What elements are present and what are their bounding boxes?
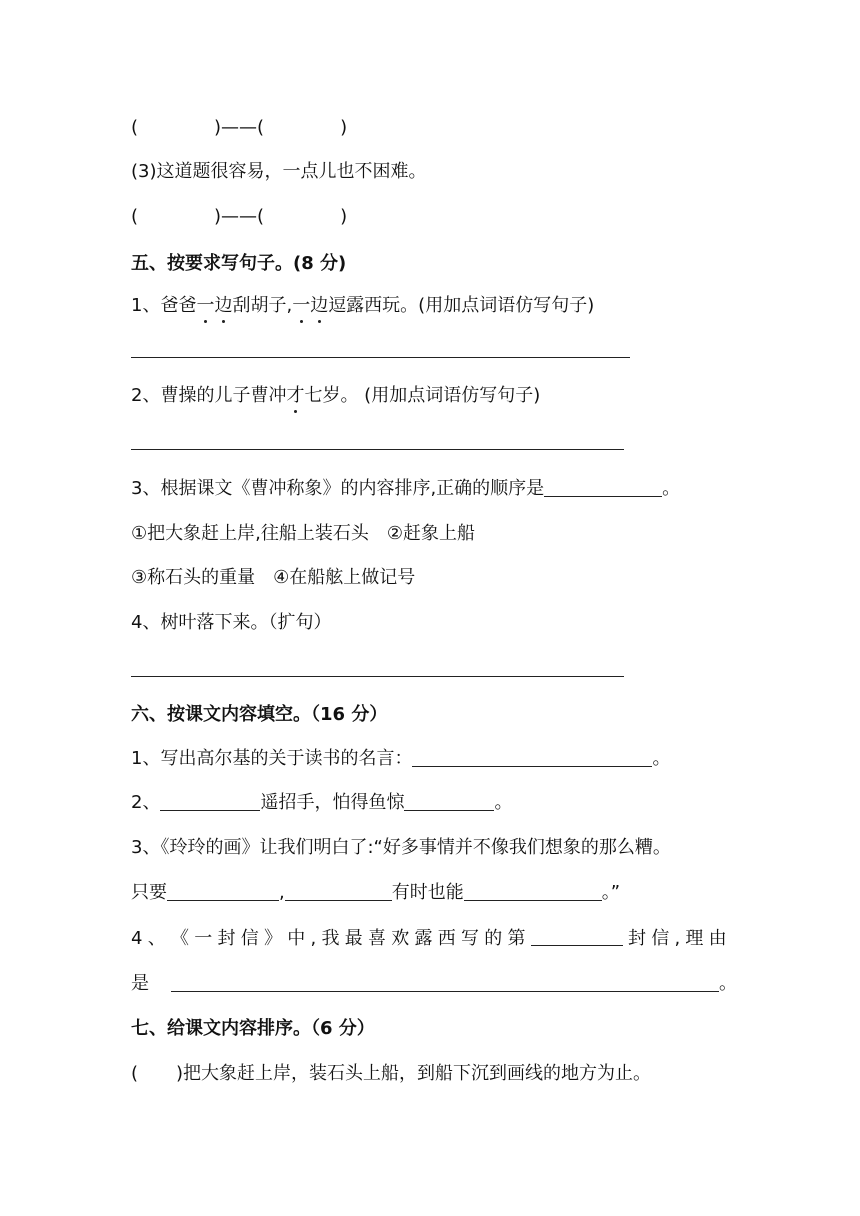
fill-blank[interactable] (412, 748, 652, 767)
answer-brackets: ( )——( ) (131, 206, 348, 227)
question-item-justified: 4 、 《 一 封 信 》 中 , 我 最 喜 欢 露 西 写 的 第 封 信 , 理 由 (131, 928, 727, 949)
answer-brackets: ( )——( ) (131, 117, 348, 138)
section-heading: 七、给课文内容排序。（6 分） (131, 1018, 375, 1039)
question-item: 1、写出高尔基的关于读书的名言： 。 (131, 748, 671, 769)
emphasis-dot-char: 一 (292, 295, 311, 316)
question-text: (3)这道题很容易，一点儿也不困难。 (131, 161, 427, 182)
section-heading: 六、按课文内容填空。（16 分） (131, 704, 388, 725)
emphasis-dot-char: 才 (286, 385, 305, 406)
emphasis-dot-char: 边 (310, 295, 329, 316)
option-line: ①把大象赶上岸,往船上装石头 ②赶象上船 (131, 523, 475, 544)
fill-blank[interactable] (464, 882, 602, 901)
fill-blank[interactable] (544, 478, 662, 497)
question-item: 2、曹操的儿子曹冲才七岁。 (用加点词语仿写句子) (131, 385, 541, 406)
fill-blank[interactable] (404, 792, 494, 811)
question-item: ( )把大象赶上岸，装石头上船，到船下沉到画线的地方为止。 (131, 1063, 652, 1084)
option-line: ③称石头的重量 ④在船舷上做记号 (131, 567, 416, 588)
question-item: 1、爸爸一边刮胡子,一边逗露西玩。(用加点词语仿写句子) (131, 295, 595, 316)
fill-blank[interactable] (167, 882, 279, 901)
question-item: 4、树叶落下来。（扩句） (131, 612, 332, 633)
answer-line[interactable] (131, 357, 630, 358)
fill-blank[interactable] (160, 792, 260, 811)
question-item: 2、 遥招手，怕得鱼惊 。 (131, 792, 513, 813)
question-item: 是 。 (131, 973, 737, 994)
answer-line[interactable] (131, 449, 624, 450)
emphasis-dot-char: 一 (196, 295, 215, 316)
fill-blank[interactable] (171, 973, 719, 992)
answer-line[interactable] (131, 676, 624, 677)
question-item: 3、《玲玲的画》让我们明白了:“好多事情并不像我们想象的那么糟。 (131, 837, 671, 858)
section-heading: 五、按要求写句子。(8 分) (131, 253, 347, 274)
question-item: 只要 , 有时也能 。” (131, 882, 621, 903)
question-item: 3、根据课文《曹冲称象》的内容排序,正确的顺序是 。 (131, 478, 681, 499)
fill-blank[interactable] (531, 927, 623, 946)
emphasis-dot-char: 边 (214, 295, 233, 316)
fill-blank[interactable] (285, 882, 392, 901)
